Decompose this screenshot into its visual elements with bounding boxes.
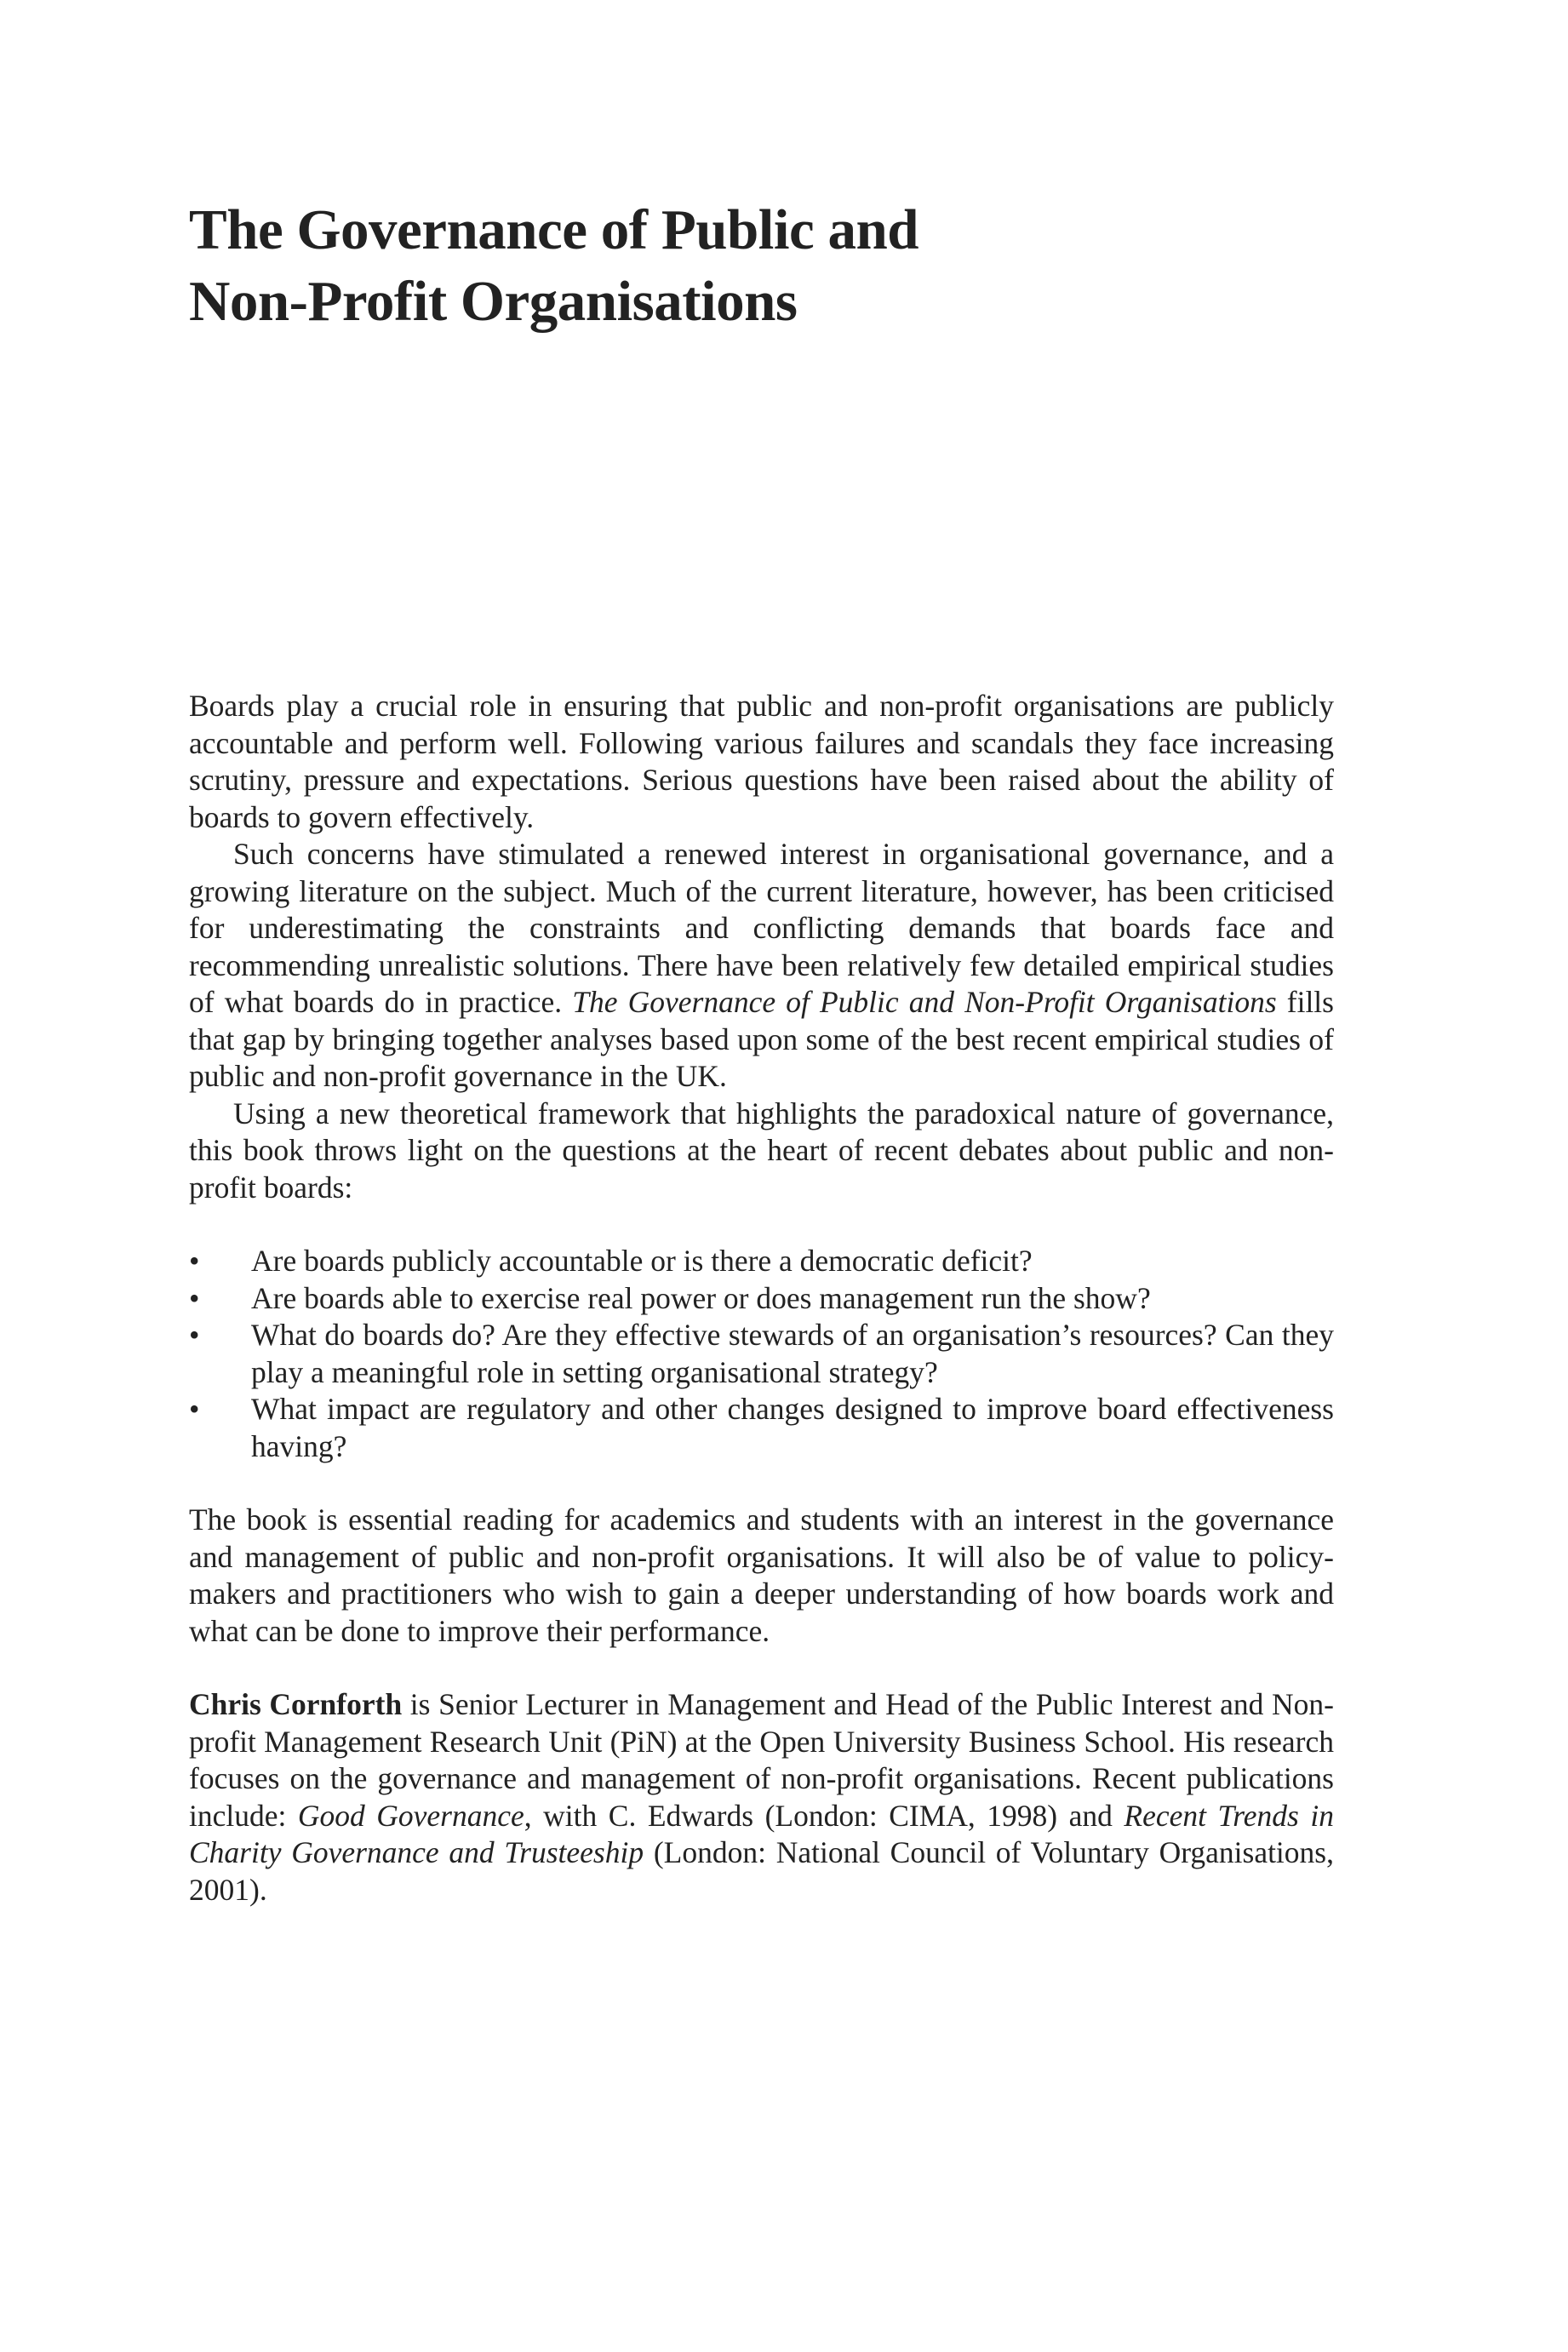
publication-title: Recent Trends in Charity Governance and Trusteeship [189, 1798, 1334, 1869]
spacer [189, 1465, 1334, 1502]
question-item [189, 1317, 1334, 1391]
bullet-icon: • [189, 1244, 200, 1278]
author-name: Chris Cornforth [189, 1687, 403, 1721]
book-title [189, 194, 1334, 337]
literature-text: Such concerns have stimulated a renewed interest in organisational governance, and a growing literature on the subject. Much of the current literature, however, has been criticised for underestimating the constraints and conflicting demands that boards face and recommending unrealistic solutions. There have been relatively few detailed empirical studies of what boards do in practice. [189, 837, 1334, 1019]
blurb-body [189, 688, 1334, 1908]
author-bio-text: (London: National Council of Voluntary Organisations, 2001). [189, 1835, 1334, 1907]
author-bio [189, 1686, 1334, 1908]
bullet-icon: • [189, 1280, 200, 1315]
book-title-italic: The Governance of Public and Non-Profit Organisations [572, 985, 1277, 1019]
literature-paragraph [189, 836, 1334, 1096]
intro-paragraph: Boards play a crucial role in ensuring that public and non-profit organisations are publicly accountable and perform well. Following various failures and scandals they face increasing scrutiny, pressure and expectations. Serious questions have been raised about the ability of boards to govern effectively. [189, 689, 1334, 834]
bullet-icon: • [189, 1318, 200, 1352]
publication-title: Good Governance [297, 1798, 524, 1833]
spacer [189, 1650, 1334, 1686]
question-item [189, 1280, 1334, 1318]
author-bio-text: is Senior Lecturer in Management and Head of the Public Interest and Non-profit Management Research Unit (PiN) at the Open University Business School. His research focuses on the governance and management of non-profit organisations. Recent publications include: [189, 1687, 1334, 1833]
author-bio-text: , with C. Edwards (London: CIMA, 1998) and [524, 1798, 1124, 1833]
question-text: What impact are regulatory and other changes designed to improve board effectiveness having? [251, 1392, 1334, 1463]
framework-paragraph: Using a new theoretical framework that highlights the paradoxical nature of governance, this book throws light on the questions at the heart of recent debates about public and non-profit boards: [189, 1096, 1334, 1205]
book-title-line-2: Non-Profit Organisations [189, 270, 798, 333]
question-text: Are boards publicly accountable or is there a democratic deficit? [251, 1244, 1033, 1278]
question-item [189, 1391, 1334, 1465]
question-text: What do boards do? Are they effective stewards of an organisation’s resources? Can they play a meaningful role in setting organisational strategy? [251, 1318, 1334, 1389]
question-item [189, 1243, 1334, 1280]
literature-text-end: fills that gap by bringing together analyses based upon some of the best recent empirical studies of public and non-profit governance in the UK. [189, 985, 1334, 1093]
book-title-line-1: The Governance of Public and [189, 198, 919, 261]
spacer [189, 1206, 1334, 1243]
audience-paragraph: The book is essential reading for academics and students with an interest in the governance and management of public and non-profit organisations. It will also be of value to policy-makers and practitioners who wish to gain a deeper understanding of how boards work and what can be done to improve their performance. [189, 1502, 1334, 1648]
bullet-icon: • [189, 1392, 200, 1426]
questions-list [189, 1243, 1334, 1465]
question-text: Are boards able to exercise real power or does management run the show? [251, 1280, 1151, 1315]
